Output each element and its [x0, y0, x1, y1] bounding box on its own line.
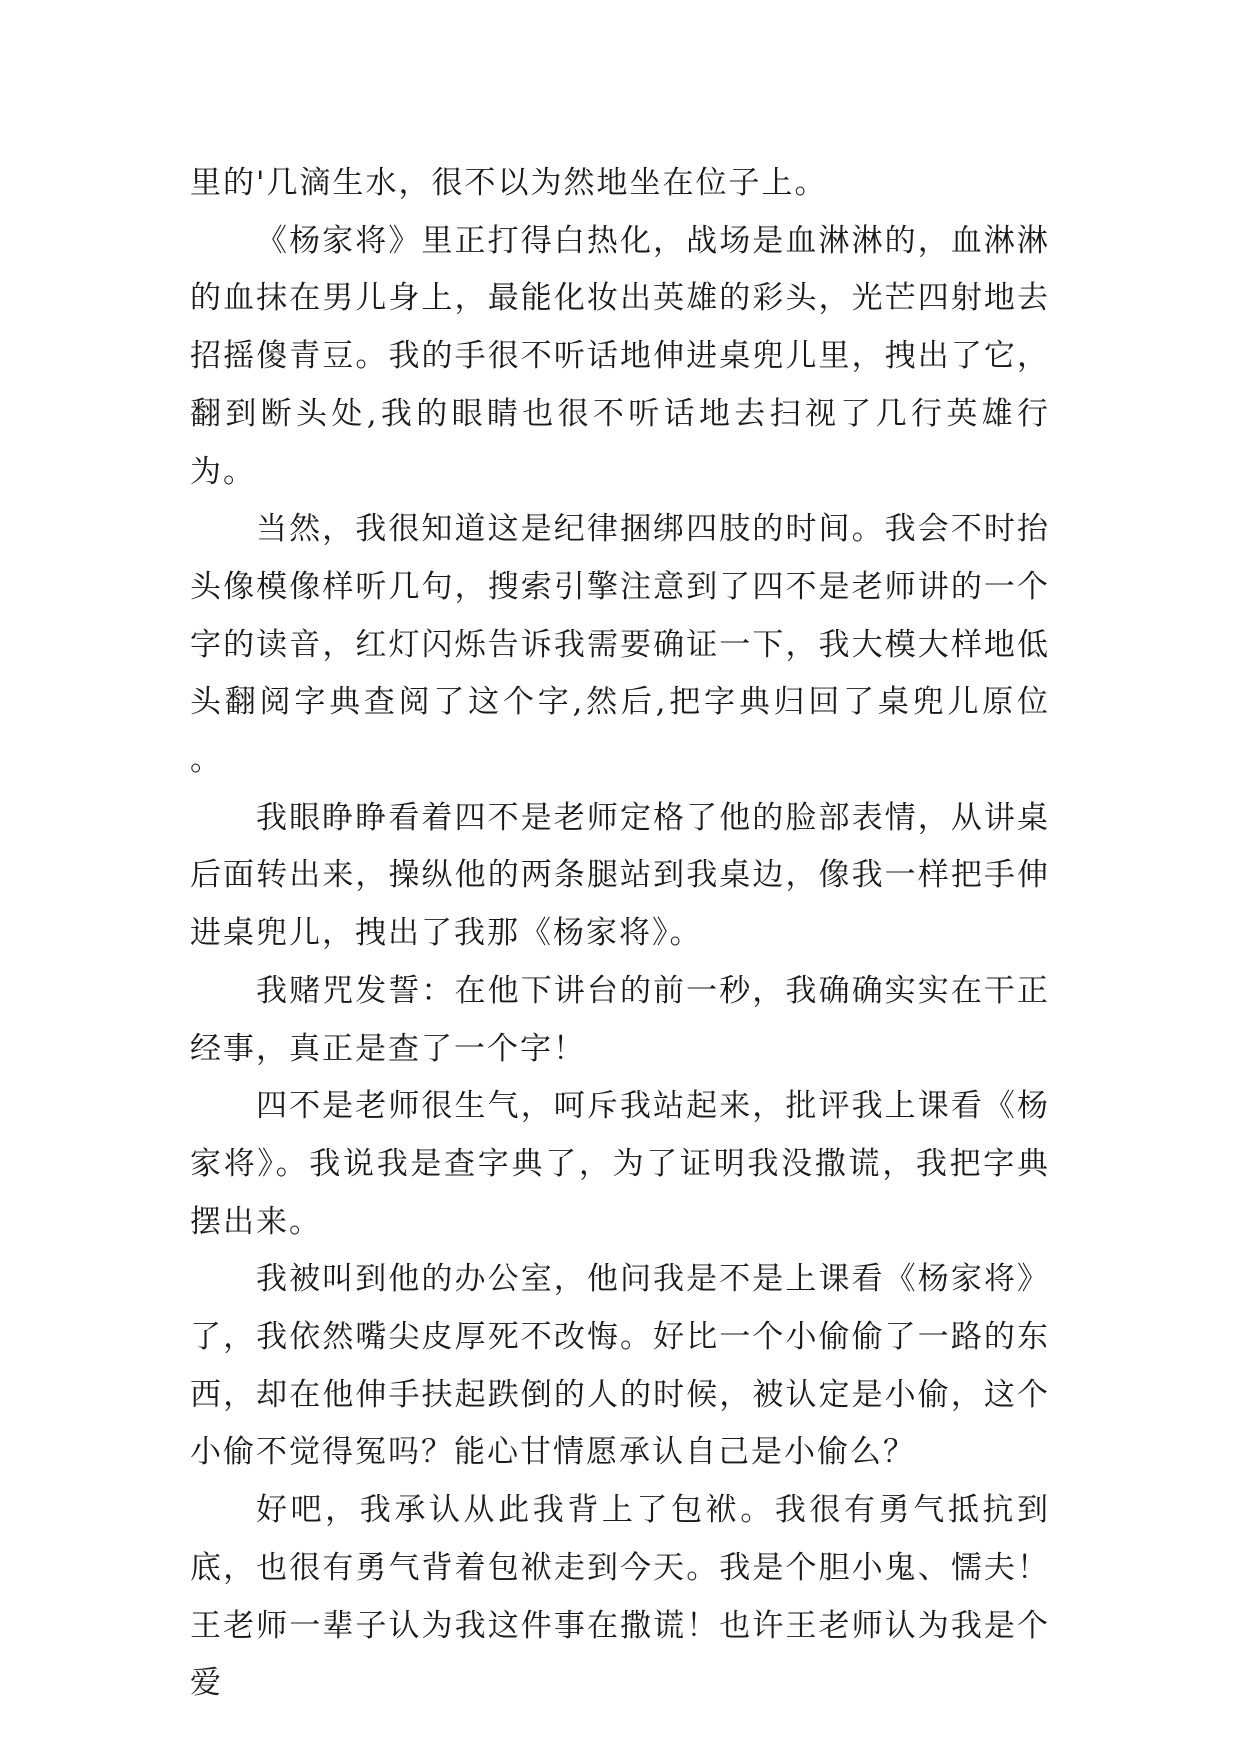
paragraph-5: 我赌咒发誓：在他下讲台的前一秒，我确确实实在干正经事，真正是查了一个字！: [190, 972, 1050, 1067]
paragraph-7: 我被叫到他的办公室，他问我是不是上课看《杨家将》了，我依然嘴尖皮厚死不改悔。好比一个小偷偷了一路的东西，却在他伸手扶起跌倒的人的时候，被认定是小偷，这个小偷不觉得冤吗？能心甘情愿承认自己是小偷么？: [190, 1261, 1050, 1471]
paragraph-1: 里的'几滴生水，很不以为然地坐在位子上。: [190, 165, 828, 201]
paragraph-2: 《杨家将》里正打得白热化，战场是血淋淋的，血淋淋的血抹在男儿身上，最能化妆出英雄的彩头，光芒四射地去招摇傻青豆。我的手很不听话地伸进桌兜儿里，拽出了它，翻到断头处,我的眼睛也很不听话地去扫视了几行英雄行为。: [190, 222, 1050, 490]
paragraph-4: 我眼睁睁看着四不是老师定格了他的脸部表情，从讲桌后面转出来，操纵他的两条腿站到我桌边，像我一样把手伸进桌兜儿，拽出了我那《杨家将》。: [190, 799, 1050, 952]
paragraph-3: 当然，我很知道这是纪律捆绑四肢的时间。我会不时抬头像模像样听几句，搜索引擎注意到了四不是老师讲的一个字的读音，红灯闪烁告诉我需要确证一下，我大模大样地低头翻阅字典查阅了这个字,然后,把字典归回了桌兜儿原位 。: [190, 511, 1050, 779]
paragraph-6: 四不是老师很生气，呵斥我站起来，批评我上课看《杨家将》。我说我是查字典了，为了证明我没撒谎，我把字典摆出来。: [190, 1088, 1050, 1240]
paragraph-8: 好吧，我承认从此我背上了包袱。我很有勇气抵抗到底，也很有勇气背着包袱走到今天。我是个胆小鬼、懦夫！王老师一辈子认为我这件事在撒谎！也许王老师认为我是个爱: [190, 1492, 1050, 1702]
document-body: [190, 155, 1050, 1713]
